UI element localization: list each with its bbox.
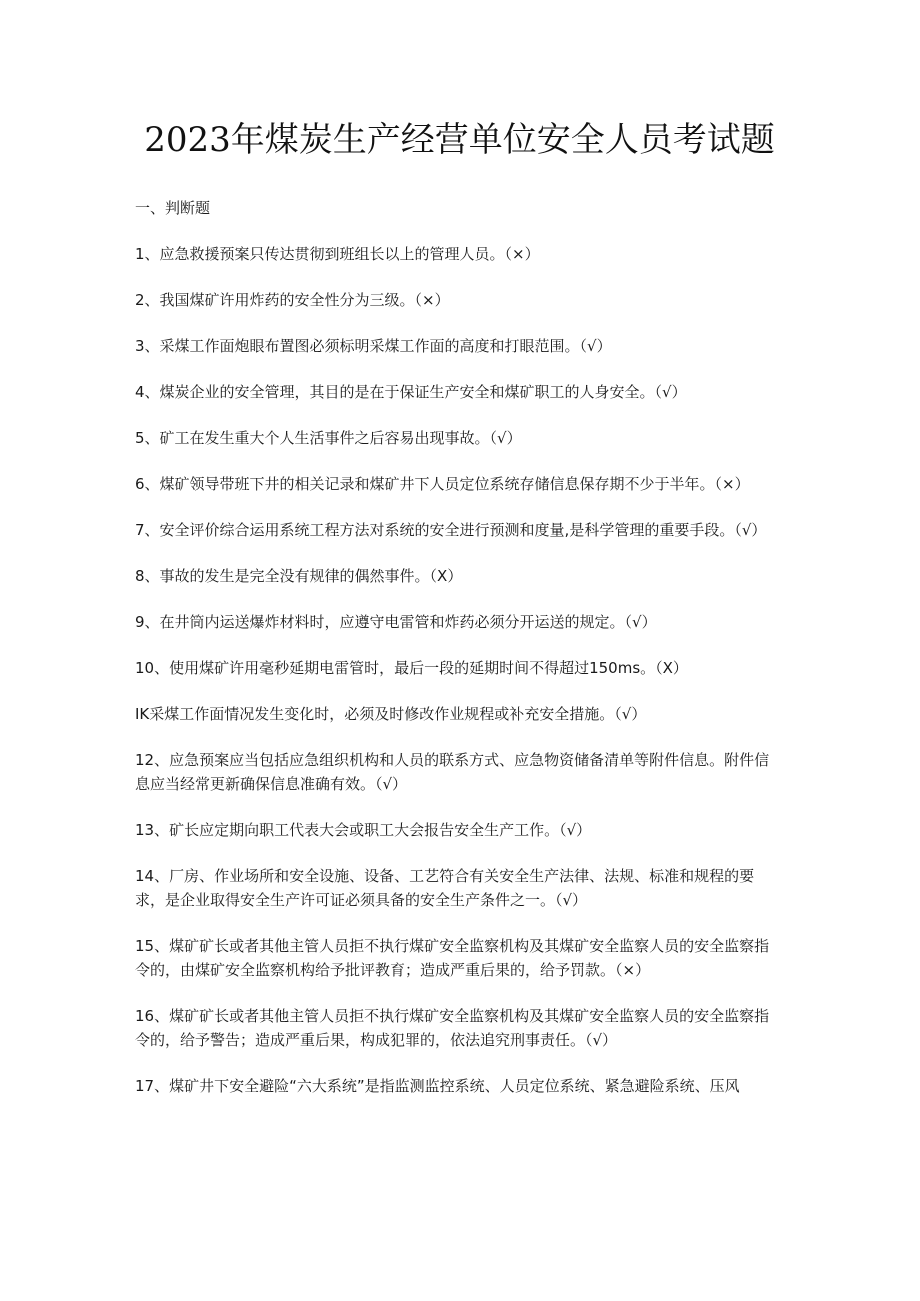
question-item: 6、煤矿领导带班下井的相关记录和煤矿井下人员定位系统存储信息保存期不少于半年。（×） [135,475,750,493]
question-item: 17、煤矿井下安全避险“六大系统”是指监测监控系统、人员定位系统、紧急避险系统、压风 [135,1077,740,1095]
question-item: 12、应急预案应当包括应急组织机构和人员的联系方式、应急物资储备清单等附件信息。附件信息应当经常更新确保信息准确有效。（√） [135,751,770,793]
question-item: 1、应急救援预案只传达贯彻到班组长以上的管理人员。（×） [135,245,540,263]
question-item: 10、使用煤矿许用毫秒延期电雷管时，最后一段的延期时间不得超过150ms。（X） [135,659,688,677]
question-item: 3、采煤工作面炮眼布置图必须标明采煤工作面的高度和打眼范围。（√） [135,337,612,355]
section-heading: 一、判断题 [135,199,211,217]
question-item: 14、厂房、作业场所和安全设施、设备、工艺符合有关安全生产法律、法规、标准和规程的要求，是企业取得安全生产许可证必须具备的安全生产条件之一。（√） [135,867,755,909]
document-title: 2023年煤炭生产经营单位安全人员考试题 [144,120,775,160]
question-item: IK采煤工作面情况发生变化时，必须及时修改作业规程或补充安全措施。（√） [135,705,647,723]
question-list [135,242,772,1098]
question-item: 13、矿长应定期向职工代表大会或职工大会报告安全生产工作。（√） [135,821,592,839]
question-item: 7、安全评价综合运用系统工程方法对系统的安全进行预测和度量,是科学管理的重要手段。（√） [135,521,767,539]
question-item: 8、事故的发生是完全没有规律的偶然事件。（X） [135,567,463,585]
question-item: 16、煤矿矿长或者其他主管人员拒不执行煤矿安全监察机构及其煤矿安全监察人员的安全监察指令的，给予警告；造成严重后果，构成犯罪的，依法追究刑事责任。（√） [135,1007,770,1049]
question-item: 4、煤炭企业的安全管理，其目的是在于保证生产安全和煤矿职工的人身安全。（√） [135,383,687,401]
question-item: 9、在井筒内运送爆炸材料时，应遵守电雷管和炸药必须分开运送的规定。（√） [135,613,657,631]
question-item: 15、煤矿矿长或者其他主管人员拒不执行煤矿安全监察机构及其煤矿安全监察人员的安全监察指令的，由煤矿安全监察机构给予批评教育；造成严重后果的，给予罚款。（×） [135,937,770,979]
question-item: 5、矿工在发生重大个人生活事件之后容易出现事故。（√） [135,429,522,447]
question-item: 2、我国煤矿许用炸药的安全性分为三级。（×） [135,291,450,309]
